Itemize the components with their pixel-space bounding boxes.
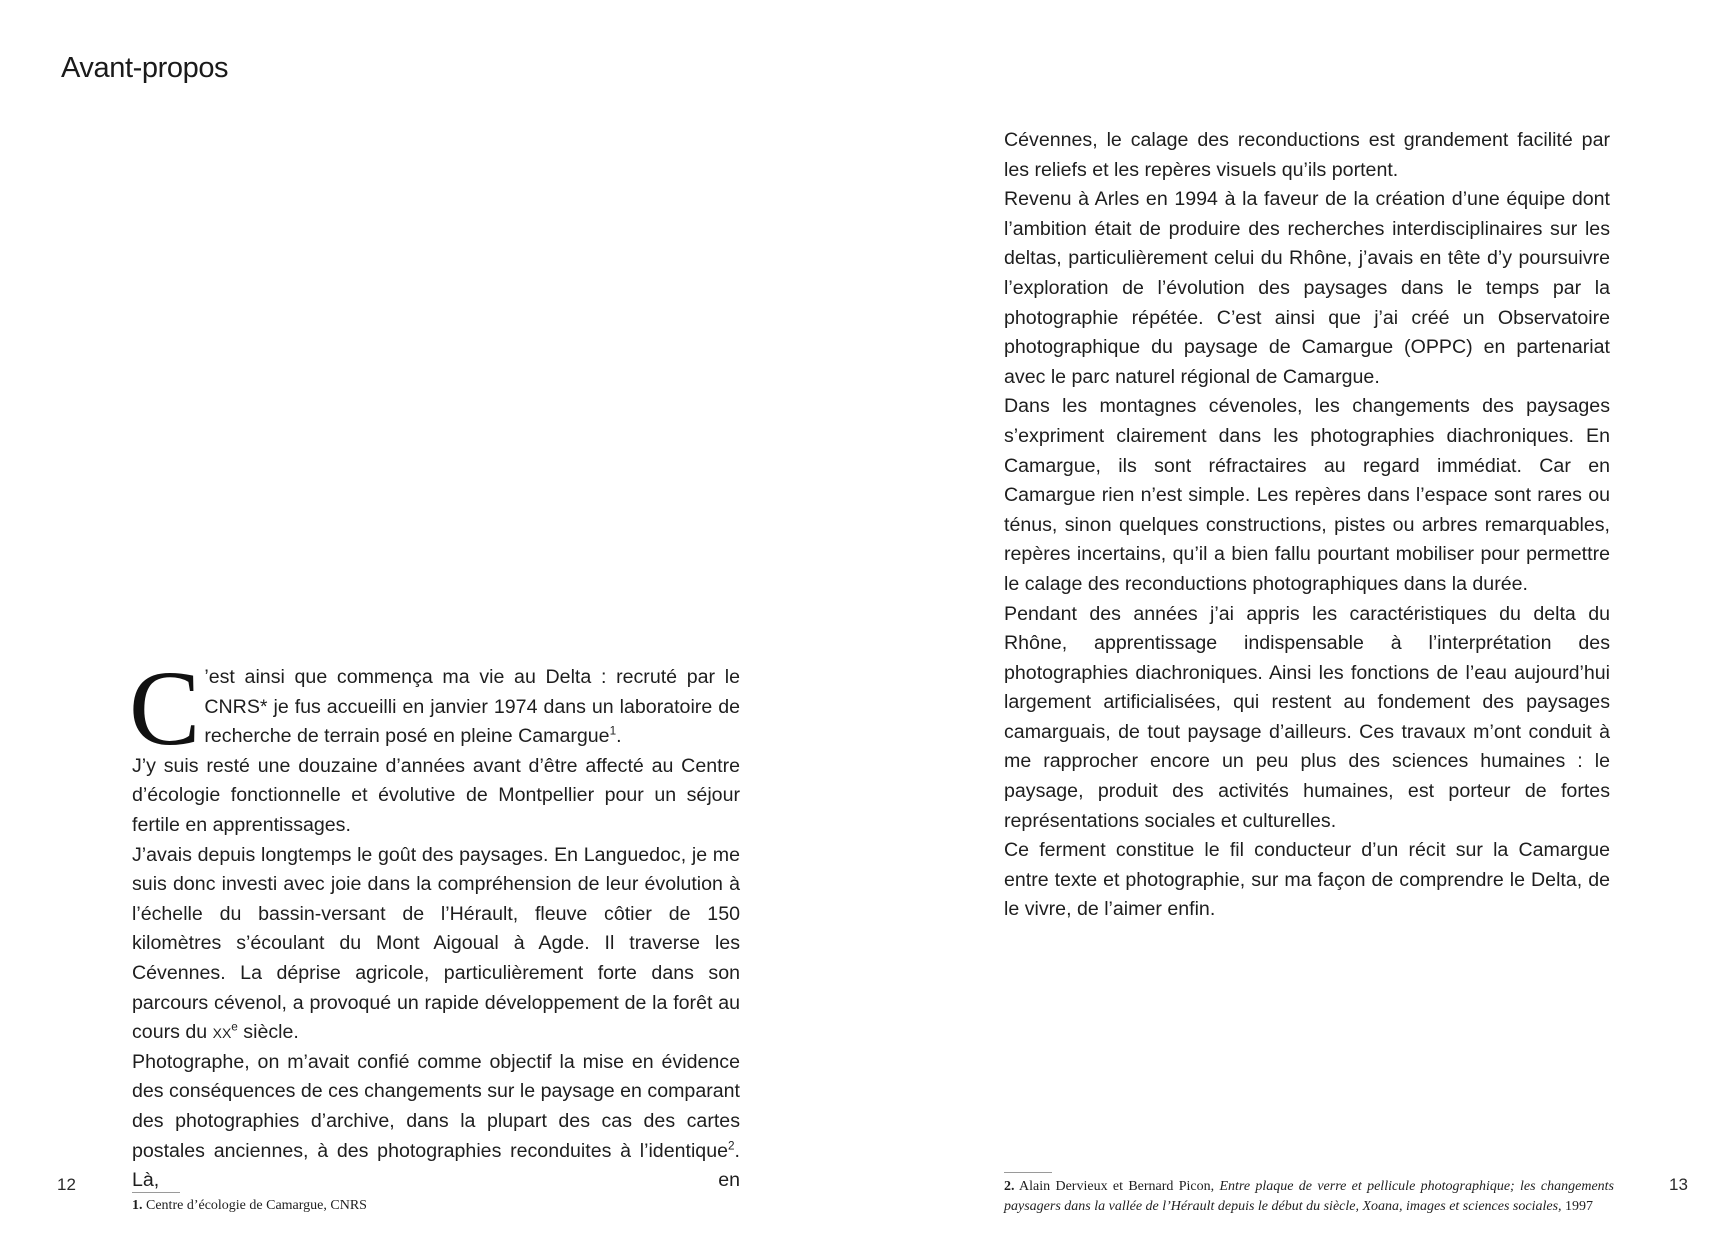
paragraph-8: Pendant des années j’ai appris les caractéristiques du delta du Rhône, apprentissage indispensable à l’interprétation des photographies diachroniques. Ainsi les fonctions de l’eau aujourd’hui largement artificialisées, qui restent au fondement des paysages camarguais, de tout paysage d’ailleurs. Ces travaux m’ont conduit à me rapprocher encore un peu plus des sciences humaines : le paysage, produit des activités humaines, est porteur de fortes représentations sociales et culturelles. — [1004, 602, 1610, 832]
paragraph-3 — [132, 841, 740, 1048]
footnote-divider-right — [1004, 1172, 1052, 1173]
paragraph-4-text: Photographe, on m’avait confié comme objectif la mise en évidence des conséquences de ces changements sur le paysage en comparant des photographies d’archive, dans la plupart des cas des cartes postales anciennes, à des photographies reconduites à l’identique — [132, 1050, 740, 1162]
footnote-2-authors: Alain Dervieux et Bernard Picon, — [1014, 1179, 1220, 1194]
paragraph-7: Dans les montagnes cévenoles, les changements des paysages s’expriment clairement dans les photographies diachroniques. En Camargue, ils sont réfractaires au regard immédiat. Car en Camargue rien n’est simple. Les repères dans l’espace sont rares ou ténus, sinon quelques constructions, pistes ou arbres remarquables, repères incertains, qu’il a bien fallu pourtant mobiliser pour permettre le calage des reconductions photographiques dans la durée. — [1004, 395, 1610, 595]
footnote-ref-1[interactable]: 1 — [609, 724, 617, 738]
page-number-left: 12 — [57, 1175, 76, 1194]
paragraph-1-text: ’est ainsi que commença ma vie au Delta : recruté par le CNRS* je fus accueilli en janvier 1974 dans un laboratoire de recherche de terrain posé en pleine Camargue — [204, 666, 740, 748]
footnote-2-title: Entre plaque de verre et pellicule photographique; les changements paysagers dans la vallée de l’Hérault depuis le début du siècle, Xoana, images et sciences sociales, — [1004, 1179, 1615, 1214]
paragraph-3-text: J’avais depuis longtemps le goût des paysages. En Languedoc, je me suis donc investi avec joie dans la compréhension de leur évolution à l’échelle du bassin-versant de l’Hérault, fleuve côtier de 150 kilomètres s’écoulant du Mont Aigoual à Agde. Il traverse les Cévennes. La déprise agricole, particulièrement forte dans son parcours cévenol, a provoqué un rapide développement de la forêt au cours du — [132, 843, 740, 1044]
footnote-2-year: 1997 — [1561, 1199, 1594, 1214]
paragraph-9: Ce ferment constitue le fil conducteur d’un récit sur la Camargue entre texte et photographie, sur ma façon de comprendre le Delta, de le vivre, de l’aimer enfin. — [1004, 839, 1610, 921]
paragraph-4-end: . Là, en — [132, 1139, 740, 1192]
century-numeral: xx — [212, 1021, 232, 1044]
page-number-right: 13 — [1669, 1175, 1688, 1194]
paragraph-2: J’y suis resté une douzaine d’années avant d’être affecté au Centre d’écologie fonctionnelle et évolutive de Montpellier pour un séjour fertile en apprentissages. — [132, 754, 740, 836]
footnote-2 — [1004, 1177, 1614, 1217]
section-title: Avant-propos — [61, 52, 229, 84]
footnote-ref-2[interactable]: 2 — [728, 1138, 735, 1152]
right-page-body — [1004, 126, 1610, 925]
footnote-divider-left — [132, 1192, 180, 1193]
drop-cap: C — [129, 650, 201, 768]
century-suffix: e — [231, 1020, 238, 1034]
paragraph-3-end: siècle. — [237, 1021, 299, 1044]
paragraph-4 — [132, 1048, 740, 1196]
footnote-2-number: 2. — [1004, 1179, 1015, 1194]
paragraph-1-end: . — [616, 725, 622, 748]
footnote-1-text: Centre d’écologie de Camargue, CNRS — [142, 1198, 367, 1213]
footnote-1 — [132, 1196, 632, 1216]
paragraph-6: Revenu à Arles en 1994 à la faveur de la création d’une équipe dont l’ambition était de produire des recherches interdisciplinaires sur les deltas, particulièrement celui du Rhône, j’avais en tête d’y poursuivre l’exploration de l’évolution des paysages dans le temps par la photographie répétée. C’est ainsi que j’ai créé un Observatoire photographique du paysage de Camargue (OPPC) en partenariat avec le parc naturel régional de Camargue. — [1004, 188, 1610, 388]
paragraph-5: Cévennes, le calage des reconductions est grandement facilité par les reliefs et les repères visuels qu’ils portent. — [1004, 129, 1610, 181]
left-page-body — [129, 650, 740, 1196]
paragraph-1 — [129, 650, 740, 768]
footnote-1-number: 1. — [132, 1198, 143, 1213]
